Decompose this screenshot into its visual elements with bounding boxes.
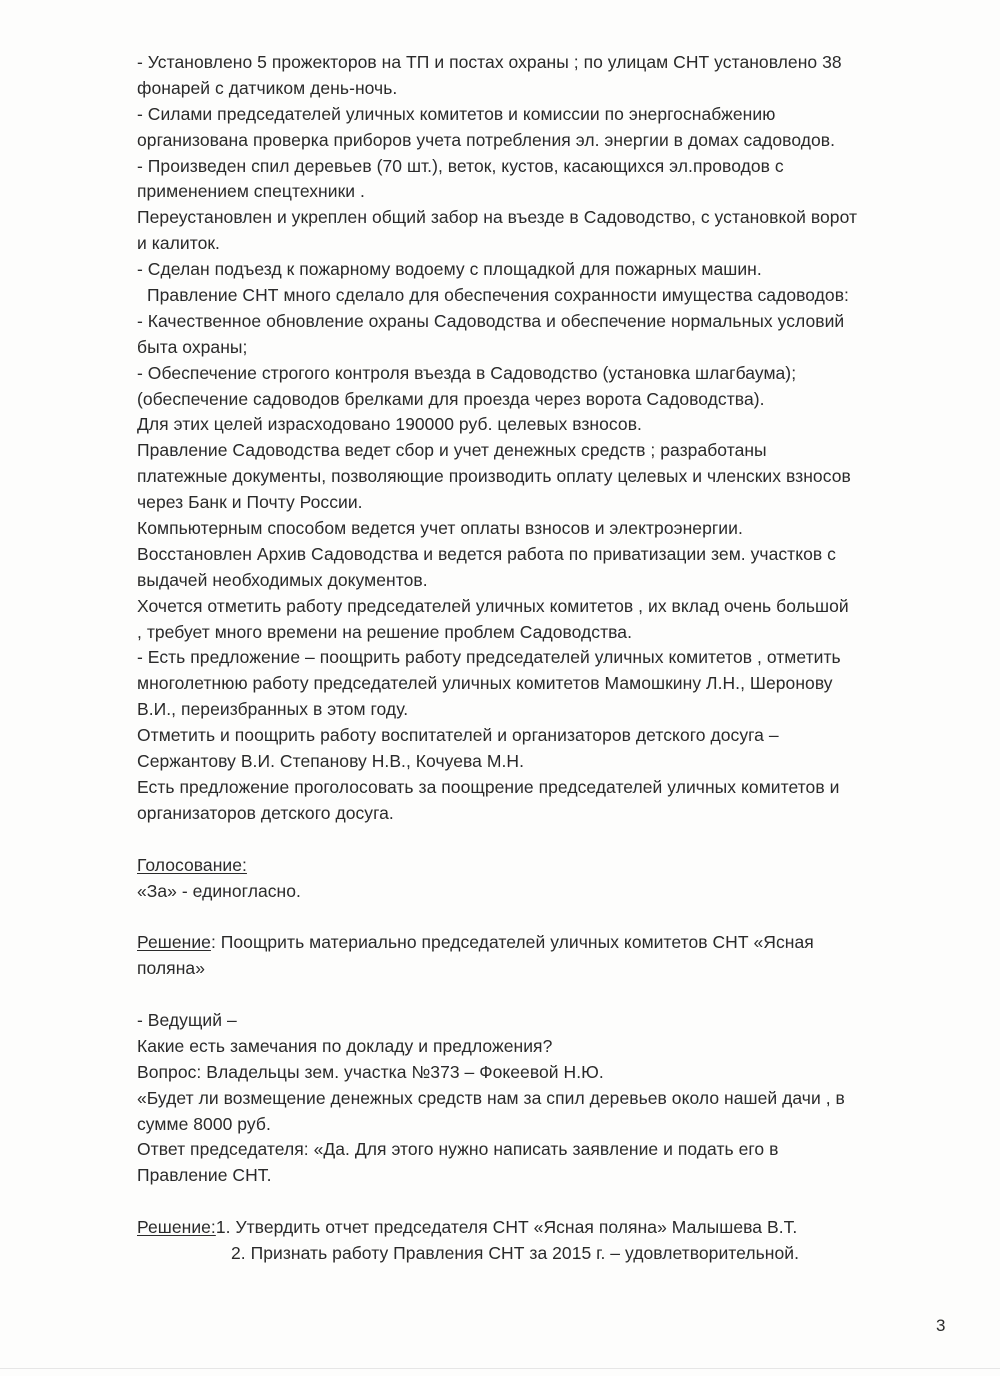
spacer (137, 1189, 949, 1215)
owner-quote-continued: сумме 8000 руб. (137, 1113, 271, 1134)
text-line: выдачей необходимых документов. (137, 569, 428, 590)
text-line: Сержантову В.И. Степанову Н.В., Кочуева М.Н. (137, 751, 524, 772)
text-line: - Произведен спил деревьев (70 шт.), веток, кустов, касающихся эл.проводов с (137, 155, 784, 176)
text-line: - Есть предложение – поощрить работу председателей уличных комитетов , отметить (137, 647, 841, 668)
decision-2-item-2: 2. Признать работу Правления СНТ за 2015 г. – удовлетворительной. (231, 1242, 800, 1263)
text-line: - Обеспечение строгого контроля въезда в Садоводство (установка шлагбаума); (137, 362, 797, 383)
text-line: В.И., переизбранных в этом году. (137, 699, 409, 720)
text-line: и калиток. (137, 233, 220, 254)
owner-quote: «Будет ли возмещение денежных средств нам за спил деревьев около нашей дачи , в (137, 1087, 845, 1108)
decision-1-text: : Поощрить материально председателей уличных комитетов СНТ «Ясная (210, 932, 814, 953)
owner-question: Вопрос: Владельцы зем. участка №373 – Фокеевой Н.Ю. (137, 1061, 604, 1082)
text-line: Хочется отметить работу председателей уличных комитетов , их вклад очень большой (137, 595, 849, 616)
host-line: - Ведущий – (137, 1009, 237, 1030)
spacer (137, 827, 949, 853)
voting-result: «За» - единогласно. (137, 880, 301, 901)
text-line: Отметить и поощрить работу воспитателей и организаторов детского досуга – (137, 725, 779, 746)
text-line: - Силами председателей уличных комитетов и комиссии по энергоснабжению (137, 103, 776, 124)
text-line: через Банк и Почту России. (137, 492, 363, 513)
text-line: Переустановлен и укреплен общий забор на въезде в Садоводство, с установкой ворот (137, 207, 858, 228)
page-number: 3 (936, 1316, 946, 1335)
chair-answer-continued: Правление СНТ. (137, 1165, 272, 1186)
text-line: - Сделан подъезд к пожарному водоему с площадкой для пожарных машин. (137, 259, 762, 280)
text-line: организаторов детского досуга. (137, 802, 394, 823)
text-line: Правление Садоводства ведет сбор и учет денежных средств ; разработаны (137, 440, 767, 461)
text-line: многолетнюю работу председателей уличных комитетов Мамошкину Л.Н., Шеронову (137, 673, 833, 694)
text-line: , требует много времени на решение проблем Садоводства. (137, 621, 633, 642)
voting-label-line (137, 853, 949, 879)
decision-2-label: Решение: (137, 1217, 216, 1238)
text-line: - Качественное обновление охраны Садоводства и обеспечение нормальных условий (137, 310, 845, 331)
text-line: - Установлено 5 прожекторов на ТП и постах охраны ; по улицам СНТ установлено 38 (137, 52, 842, 72)
text-line: платежные документы, позволяющие производить оплату целевых и членских взносов (137, 466, 851, 487)
host-question: Какие есть замечания по докладу и предложения? (137, 1035, 553, 1056)
text-line: организована проверка приборов учета потребления эл. энергии в домах садоводов. (137, 129, 836, 150)
text-line: Есть предложение проголосовать за поощрение председателей уличных комитетов и (137, 776, 840, 797)
decision-2-line (137, 1215, 949, 1241)
text-line: Правление СНТ много сделало для обеспечения сохранности имущества садоводов: (147, 285, 849, 306)
decision-2-item-1: 1. Утвердить отчет председателя СНТ «Ясная поляна» Малышева В.Т. (215, 1217, 798, 1238)
text-line: Для этих целей израсходовано 190000 руб. целевых взносов. (137, 414, 642, 435)
page-edge (0, 1368, 1000, 1369)
decision-1-text-continued: поляна» (137, 958, 205, 979)
text-line: Восстановлен Архив Садоводства и ведется работа по приватизации зем. участков с (137, 543, 836, 564)
text-line: фонарей с датчиком день-ночь. (137, 77, 398, 98)
text-line: Компьютерным способом ведется учет оплаты взносов и электроэнергии. (137, 518, 743, 539)
document-body (137, 50, 949, 1267)
decision-1-line (137, 930, 949, 956)
voting-label: Голосование: (137, 854, 247, 875)
text-line: применением спецтехники . (137, 181, 365, 202)
decision-1-label: Решение (137, 932, 211, 953)
spacer (137, 982, 949, 1008)
text-line: быта охраны; (137, 336, 248, 357)
spacer (137, 904, 949, 930)
chair-answer: Ответ председателя: «Да. Для этого нужно написать заявление и подать его в (137, 1139, 779, 1160)
text-line: (обеспечение садоводов брелками для проезда через ворота Садоводства). (137, 388, 765, 409)
